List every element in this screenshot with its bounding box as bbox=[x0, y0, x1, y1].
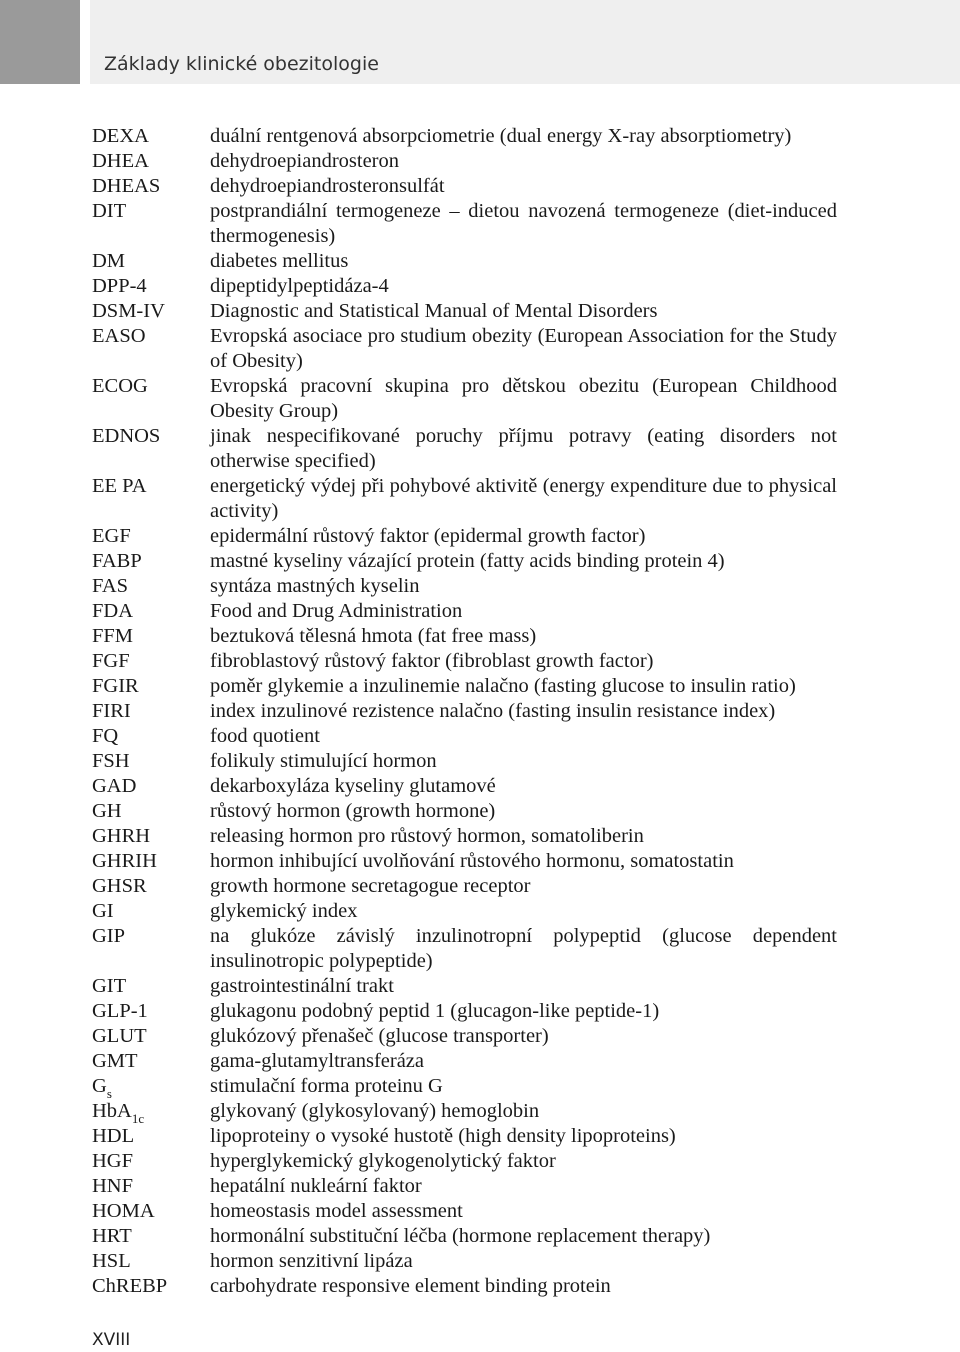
abbreviation-term bbox=[92, 749, 210, 774]
abbreviation-term bbox=[92, 324, 210, 374]
running-header-title: Základy klinické obezitologie bbox=[104, 53, 379, 75]
abbreviation-definition: hyperglykemický glykogenolytický faktor bbox=[210, 1150, 556, 1172]
abbreviation-term bbox=[92, 974, 210, 999]
abbreviation-entry bbox=[92, 324, 837, 374]
abbreviation-definition: fibroblastový růstový faktor (fibroblast growth factor) bbox=[210, 650, 654, 672]
abbreviation-entry bbox=[92, 874, 837, 899]
abbreviation-definition: syntáza mastných kyselin bbox=[210, 575, 420, 597]
abbreviation-term bbox=[92, 1099, 210, 1124]
abbreviation-entry bbox=[92, 1249, 837, 1274]
abbreviation-entry bbox=[92, 1124, 837, 1149]
abbreviation-definition: glykemický index bbox=[210, 900, 358, 922]
abbreviation-definition: dehydroepiandrosteron bbox=[210, 150, 399, 172]
abbreviation-term-text: DIT bbox=[92, 200, 127, 222]
abbreviation-entry bbox=[92, 199, 837, 249]
abbreviation-entry bbox=[92, 1274, 837, 1299]
abbreviation-definition: Food and Drug Administration bbox=[210, 600, 463, 622]
abbreviation-term bbox=[92, 874, 210, 899]
abbreviation-term-text: DHEA bbox=[92, 150, 149, 172]
abbreviation-entry bbox=[92, 1099, 837, 1124]
abbreviation-entry bbox=[92, 474, 837, 524]
abbreviation-term bbox=[92, 1149, 210, 1174]
abbreviation-definition: hormon inhibující uvolňování růstového hormonu, somatostatin bbox=[210, 850, 734, 872]
abbreviation-term bbox=[92, 799, 210, 824]
abbreviation-entry bbox=[92, 1149, 837, 1174]
abbreviation-term bbox=[92, 149, 210, 174]
abbreviation-term-text: EASO bbox=[92, 325, 146, 347]
abbreviation-entry bbox=[92, 149, 837, 174]
abbreviation-term-text: HGF bbox=[92, 1150, 134, 1172]
abbreviation-entry bbox=[92, 524, 837, 549]
abbreviation-entry bbox=[92, 749, 837, 774]
abbreviation-term bbox=[92, 624, 210, 649]
abbreviation-definition: growth hormone secretagogue receptor bbox=[210, 875, 531, 897]
abbreviation-entry bbox=[92, 1224, 837, 1249]
abbreviation-entry bbox=[92, 849, 837, 874]
abbreviation-term bbox=[92, 1274, 210, 1299]
abbreviation-term bbox=[92, 774, 210, 799]
abbreviation-entry bbox=[92, 699, 837, 724]
abbreviation-term-text: ChREBP bbox=[92, 1275, 168, 1297]
abbreviation-term-text: FABP bbox=[92, 550, 142, 572]
abbreviation-term bbox=[92, 824, 210, 849]
abbreviation-term-text: DEXA bbox=[92, 125, 149, 147]
abbreviation-entry bbox=[92, 624, 837, 649]
abbreviation-definition: stimulační forma proteinu G bbox=[210, 1075, 443, 1097]
abbreviation-term-text: GHRH bbox=[92, 825, 151, 847]
abbreviation-term bbox=[92, 474, 210, 524]
abbreviation-term-text: HRT bbox=[92, 1225, 132, 1247]
abbreviation-term-text: FFM bbox=[92, 625, 134, 647]
abbreviation-definition: glykovaný (glykosylovaný) hemoglobin bbox=[210, 1100, 540, 1122]
abbreviation-definition: Evropská asociace pro studium obezity (European Association for the Study of Obesity) bbox=[210, 325, 837, 372]
abbreviation-definition: dehydroepiandrosteronsulfát bbox=[210, 175, 445, 197]
abbreviation-definition: releasing hormon pro růstový hormon, somatoliberin bbox=[210, 825, 644, 847]
abbreviation-term bbox=[92, 1249, 210, 1274]
abbreviation-entry bbox=[92, 1074, 837, 1099]
abbreviation-term-text: GIT bbox=[92, 975, 127, 997]
abbreviation-term-text: GAD bbox=[92, 775, 137, 797]
abbreviation-definition: na glukóze závislý inzulinotropní polypeptid (glucose dependent insulinotropic polypeptide) bbox=[210, 925, 837, 972]
abbreviation-term bbox=[92, 274, 210, 299]
abbreviation-term-text: FDA bbox=[92, 600, 134, 622]
abbreviation-entry bbox=[92, 924, 837, 974]
abbreviation-definition: hepatální nukleární faktor bbox=[210, 1175, 422, 1197]
abbreviation-term bbox=[92, 849, 210, 874]
abbreviation-term bbox=[92, 124, 210, 149]
abbreviation-term bbox=[92, 924, 210, 974]
abbreviation-definition: epidermální růstový faktor (epidermal growth factor) bbox=[210, 525, 646, 547]
abbreviation-term-text: GIP bbox=[92, 925, 126, 947]
abbreviation-term bbox=[92, 549, 210, 574]
abbreviation-entry bbox=[92, 124, 837, 149]
abbreviation-definition: Diagnostic and Statistical Manual of Mental Disorders bbox=[210, 300, 658, 322]
abbreviation-definition: postprandiální termogeneze – dietou navozená termogeneze (diet-induced thermogenesis) bbox=[210, 200, 837, 247]
abbreviation-term bbox=[92, 1049, 210, 1074]
abbreviation-term-text: EE PA bbox=[92, 475, 147, 497]
abbreviation-definition: gastrointestinální trakt bbox=[210, 975, 394, 997]
abbreviation-entry bbox=[92, 974, 837, 999]
abbreviation-term bbox=[92, 524, 210, 549]
abbreviation-definition: Evropská pracovní skupina pro dětskou obezitu (European Childhood Obesity Group) bbox=[210, 375, 837, 422]
abbreviation-definition: mastné kyseliny vázající protein (fatty acids binding protein 4) bbox=[210, 550, 725, 572]
abbreviation-definition: diabetes mellitus bbox=[210, 250, 349, 272]
abbreviation-entry bbox=[92, 249, 837, 274]
abbreviation-subscript: s bbox=[106, 1086, 112, 1101]
abbreviation-definition: dekarboxyláza kyseliny glutamové bbox=[210, 775, 496, 797]
abbreviation-term-text: FGIR bbox=[92, 675, 139, 697]
abbreviation-term bbox=[92, 1224, 210, 1249]
abbreviation-entry bbox=[92, 599, 837, 624]
abbreviation-definition: beztuková tělesná hmota (fat free mass) bbox=[210, 625, 537, 647]
abbreviation-entry bbox=[92, 1174, 837, 1199]
abbreviation-definition: poměr glykemie a inzulinemie nalačno (fasting glucose to insulin ratio) bbox=[210, 675, 796, 697]
abbreviation-term-text: FQ bbox=[92, 725, 119, 747]
abbreviation-term bbox=[92, 899, 210, 924]
abbreviation-term-text: G bbox=[92, 1075, 107, 1097]
abbreviation-definition: energetický výdej při pohybové aktivitě (energy expenditure due to physical activity) bbox=[210, 475, 837, 522]
abbreviation-term-text: HSL bbox=[92, 1250, 131, 1272]
abbreviation-entry bbox=[92, 724, 837, 749]
abbreviation-definition: glukagonu podobný peptid 1 (glucagon-like peptide-1) bbox=[210, 1000, 660, 1022]
abbreviation-entry bbox=[92, 1049, 837, 1074]
abbreviation-entry bbox=[92, 649, 837, 674]
abbreviation-term-text: FIRI bbox=[92, 700, 131, 722]
abbreviation-term-text: DPP-4 bbox=[92, 275, 147, 297]
abbreviation-term-text: DHEAS bbox=[92, 175, 161, 197]
abbreviation-definition: jinak nespecifikované poruchy příjmu potravy (eating disorders not otherwise specified) bbox=[210, 425, 837, 472]
abbreviation-term-text: GH bbox=[92, 800, 122, 822]
abbreviation-definition: folikuly stimulující hormon bbox=[210, 750, 437, 772]
abbreviation-term-text: DM bbox=[92, 250, 126, 272]
abbreviation-definition: food quotient bbox=[210, 725, 320, 747]
abbreviation-definition: glukózový přenašeč (glucose transporter) bbox=[210, 1025, 549, 1047]
abbreviation-entry bbox=[92, 174, 837, 199]
abbreviation-entry bbox=[92, 1024, 837, 1049]
abbreviation-term-text: GI bbox=[92, 900, 114, 922]
abbreviation-term-text: GLUT bbox=[92, 1025, 147, 1047]
abbreviation-term-text: HDL bbox=[92, 1125, 135, 1147]
abbreviation-term-text: GMT bbox=[92, 1050, 138, 1072]
abbreviation-term-text: HOMA bbox=[92, 1200, 155, 1222]
abbreviation-term bbox=[92, 174, 210, 199]
abbreviation-term bbox=[92, 424, 210, 474]
abbreviation-term bbox=[92, 599, 210, 624]
abbreviation-definition: duální rentgenová absorpciometrie (dual energy X-ray absorptiometry) bbox=[210, 125, 792, 147]
abbreviation-subscript: 1c bbox=[131, 1111, 145, 1126]
abbreviation-term bbox=[92, 249, 210, 274]
abbreviation-definition: lipoproteiny o vysoké hustotě (high density lipoproteins) bbox=[210, 1125, 676, 1147]
abbreviation-term bbox=[92, 574, 210, 599]
abbreviation-term-text: FGF bbox=[92, 650, 130, 672]
abbreviation-term-text: EGF bbox=[92, 525, 131, 547]
abbreviation-term bbox=[92, 1074, 210, 1099]
abbreviation-term bbox=[92, 299, 210, 324]
abbreviation-term bbox=[92, 999, 210, 1024]
abbreviation-term-text: ECOG bbox=[92, 375, 148, 397]
abbreviation-term bbox=[92, 374, 210, 424]
abbreviation-term-text: GHRIH bbox=[92, 850, 157, 872]
abbreviation-definition: homeostasis model assessment bbox=[210, 1200, 463, 1222]
page-number: XVIII bbox=[92, 1330, 131, 1350]
abbreviation-term-text: FSH bbox=[92, 750, 130, 772]
abbreviation-term bbox=[92, 199, 210, 249]
abbreviation-term bbox=[92, 1199, 210, 1224]
abbreviation-term-text: GLP-1 bbox=[92, 1000, 148, 1022]
abbreviation-entry bbox=[92, 374, 837, 424]
abbreviation-term bbox=[92, 1124, 210, 1149]
abbreviation-term-text: EDNOS bbox=[92, 425, 161, 447]
abbreviation-term bbox=[92, 1024, 210, 1049]
abbreviation-entry bbox=[92, 299, 837, 324]
abbreviation-entry bbox=[92, 824, 837, 849]
abbreviation-entry bbox=[92, 549, 837, 574]
abbreviation-entry bbox=[92, 274, 837, 299]
abbreviation-entry bbox=[92, 574, 837, 599]
abbreviation-definition: hormon senzitivní lipáza bbox=[210, 1250, 413, 1272]
abbreviation-entry bbox=[92, 1199, 837, 1224]
abbreviation-entry bbox=[92, 999, 837, 1024]
header-corner-block bbox=[0, 0, 80, 84]
abbreviation-definition: index inzulinové rezistence nalačno (fasting insulin resistance index) bbox=[210, 700, 776, 722]
abbreviation-term bbox=[92, 649, 210, 674]
abbreviation-term-text: GHSR bbox=[92, 875, 147, 897]
abbreviation-definition: hormonální substituční léčba (hormone replacement therapy) bbox=[210, 1225, 711, 1247]
abbreviation-definition: gama-glutamyltransferáza bbox=[210, 1050, 424, 1072]
abbreviation-term bbox=[92, 724, 210, 749]
abbreviation-entry bbox=[92, 799, 837, 824]
abbreviation-term bbox=[92, 699, 210, 724]
abbreviation-term-text: FAS bbox=[92, 575, 129, 597]
abbreviation-entry bbox=[92, 899, 837, 924]
abbreviation-entry bbox=[92, 774, 837, 799]
abbreviation-definition: růstový hormon (growth hormone) bbox=[210, 800, 496, 822]
abbreviation-list bbox=[92, 124, 837, 1299]
abbreviation-term-text: HbA bbox=[92, 1100, 132, 1122]
header-bar bbox=[90, 0, 960, 84]
abbreviation-term-text: HNF bbox=[92, 1175, 134, 1197]
abbreviation-definition: carbohydrate responsive element binding protein bbox=[210, 1275, 611, 1297]
abbreviation-entry bbox=[92, 674, 837, 699]
abbreviation-entry bbox=[92, 424, 837, 474]
abbreviation-definition: dipeptidylpeptidáza-4 bbox=[210, 275, 389, 297]
abbreviation-term-text: DSM-IV bbox=[92, 300, 165, 322]
abbreviation-term bbox=[92, 674, 210, 699]
abbreviation-term bbox=[92, 1174, 210, 1199]
